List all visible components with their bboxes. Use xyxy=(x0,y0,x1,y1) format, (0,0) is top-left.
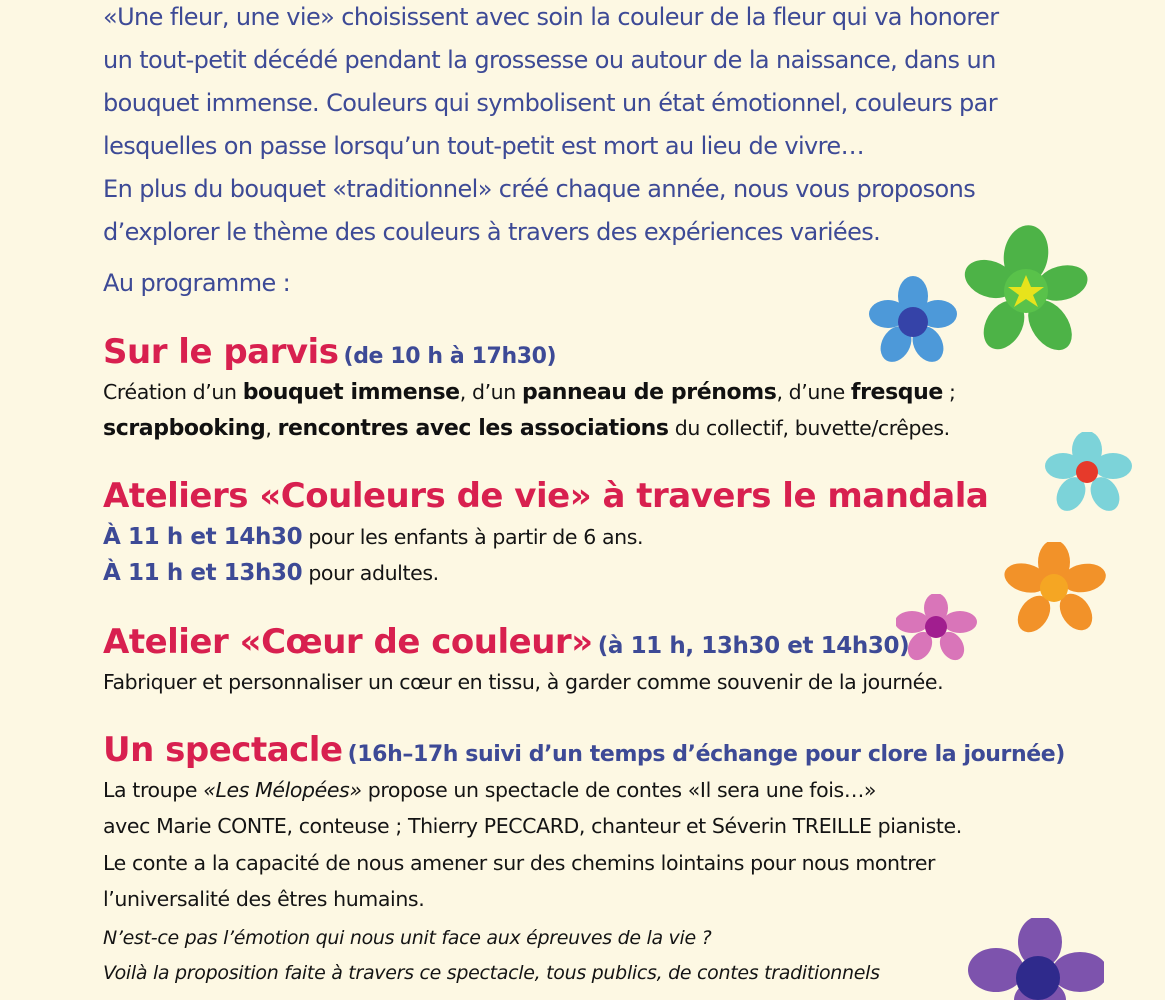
intro-line-5: En plus du bouquet «traditionnel» créé chaque année, nous vous proposons xyxy=(103,175,976,203)
spectacle-heading xyxy=(103,730,1065,770)
intro-line-2: un tout-petit décédé pendant la grossesse ou autour de la naissance, dans un xyxy=(103,46,996,74)
coeur-desc: Fabriquer et personnaliser un cœur en tissu, à garder comme souvenir de la journée. xyxy=(103,670,944,694)
mandala-line-1: À 11 h et 14h30 pour les enfants à partir de 6 ans. xyxy=(103,524,644,550)
blue-flower-icon xyxy=(868,276,958,366)
teal-flower-icon xyxy=(1045,432,1135,518)
intro-line-4: lesquelles on passe lorsqu’un tout-petit est mort au lieu de vivre… xyxy=(103,132,864,160)
intro-line-6: d’explorer le thème des couleurs à travers des expériences variées. xyxy=(103,218,881,246)
spectacle-line-1: La troupe «Les Mélopées» propose un spectacle de contes «Il sera une fois…» xyxy=(103,778,877,802)
green-flower-icon xyxy=(962,225,1090,355)
coeur-time: (à 11 h, 13h30 et 14h30) xyxy=(597,633,910,659)
pink-flower-icon xyxy=(896,594,980,664)
mandala-line-2: À 11 h et 13h30 pour adultes. xyxy=(103,560,439,586)
spectacle-line-2: avec Marie CONTE, conteuse ; Thierry PECCARD, chanteur et Séverin TREILLE pianiste. xyxy=(103,814,962,838)
parvis-line-2: scrapbooking, rencontres avec les associations du collectif, buvette/crêpes. xyxy=(103,416,950,441)
coeur-heading xyxy=(103,622,909,662)
intro-line-3: bouquet immense. Couleurs qui symbolisent un état émotionnel, couleurs par xyxy=(103,89,998,117)
spectacle-time: (16h–17h suivi d’un temps d’échange pour clore la journée) xyxy=(347,742,1065,767)
mandala-title: Ateliers «Couleurs de vie» à travers le mandala xyxy=(103,476,989,516)
spectacle-italic-2: Voilà la proposition faite à travers ce spectacle, tous publics, de contes traditionnels xyxy=(103,962,880,984)
parvis-title: Sur le parvis xyxy=(103,332,339,372)
spectacle-line-3: Le conte a la capacité de nous amener sur des chemins lointains pour nous montrer xyxy=(103,851,936,875)
spectacle-line-4: l’universalité des êtres humains. xyxy=(103,887,425,911)
parvis-heading xyxy=(103,332,556,372)
intro-line-1: «Une fleur, une vie» choisissent avec soin la couleur de la fleur qui va honorer xyxy=(103,3,999,31)
spectacle-italic-1: N’est-ce pas l’émotion qui nous unit face aux épreuves de la vie ? xyxy=(103,927,712,949)
parvis-time: (de 10 h à 17h30) xyxy=(343,344,557,369)
parvis-line-1: Création d’un bouquet immense, d’un panneau de prénoms, d’une fresque ; xyxy=(103,380,956,405)
purple-flower-icon xyxy=(964,918,1104,1000)
spectacle-title: Un spectacle xyxy=(103,730,343,770)
programme-label: Au programme : xyxy=(103,269,291,297)
orange-flower-icon xyxy=(1004,542,1108,638)
coeur-title: Atelier «Cœur de couleur» xyxy=(103,622,593,662)
